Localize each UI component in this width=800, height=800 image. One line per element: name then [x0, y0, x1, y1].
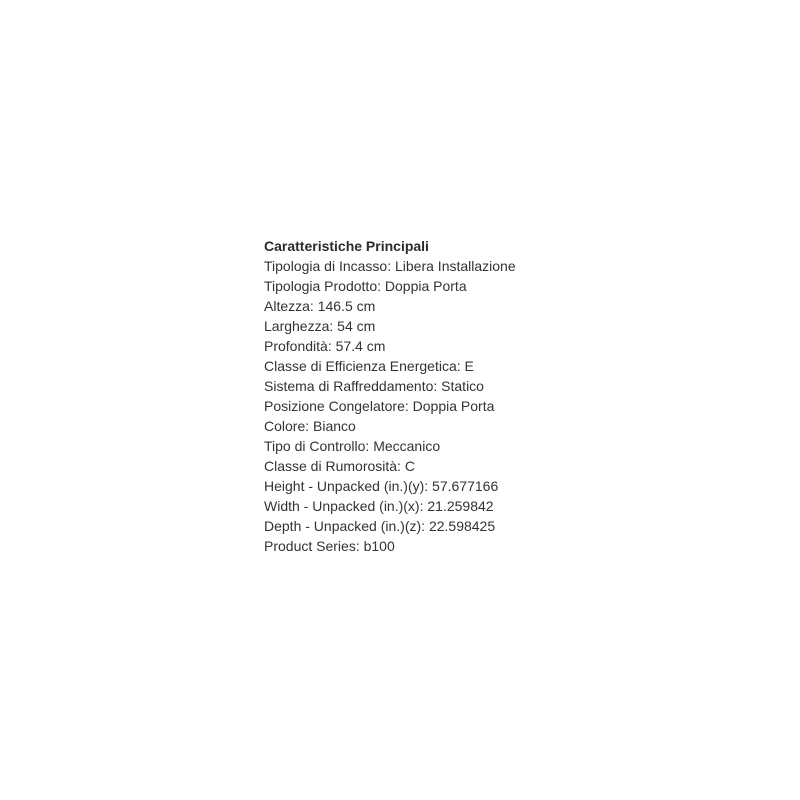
specifications-list — [264, 256, 784, 556]
spec-item-noise-class: Classe di Rumorosità: C — [264, 458, 415, 474]
spec-item-depth-unpacked: Depth - Unpacked (in.)(z): 22.598425 — [264, 518, 496, 534]
specifications-title: Caratteristiche Principali — [264, 238, 429, 254]
spec-item-energy-class: Classe di Efficienza Energetica: E — [264, 358, 474, 374]
spec-item-cooling-system: Sistema di Raffreddamento: Statico — [264, 378, 484, 394]
spec-item-height-unpacked: Height - Unpacked (in.)(y): 57.677166 — [264, 478, 499, 494]
spec-item-product-type: Tipologia Prodotto: Doppia Porta — [264, 278, 467, 294]
spec-item-color: Colore: Bianco — [264, 418, 356, 434]
spec-item-control-type: Tipo di Controllo: Meccanico — [264, 438, 441, 454]
spec-item-depth: Profondità: 57.4 cm — [264, 338, 386, 354]
spec-item-freezer-position: Posizione Congelatore: Doppia Porta — [264, 398, 495, 414]
spec-item-width-unpacked: Width - Unpacked (in.)(x): 21.259842 — [264, 498, 494, 514]
spec-item-installation-type: Tipologia di Incasso: Libera Installazione — [264, 258, 516, 274]
spec-item-product-series: Product Series: b100 — [264, 538, 395, 554]
spec-item-width: Larghezza: 54 cm — [264, 318, 376, 334]
spec-item-height: Altezza: 146.5 cm — [264, 298, 376, 314]
specifications-block — [264, 236, 784, 556]
